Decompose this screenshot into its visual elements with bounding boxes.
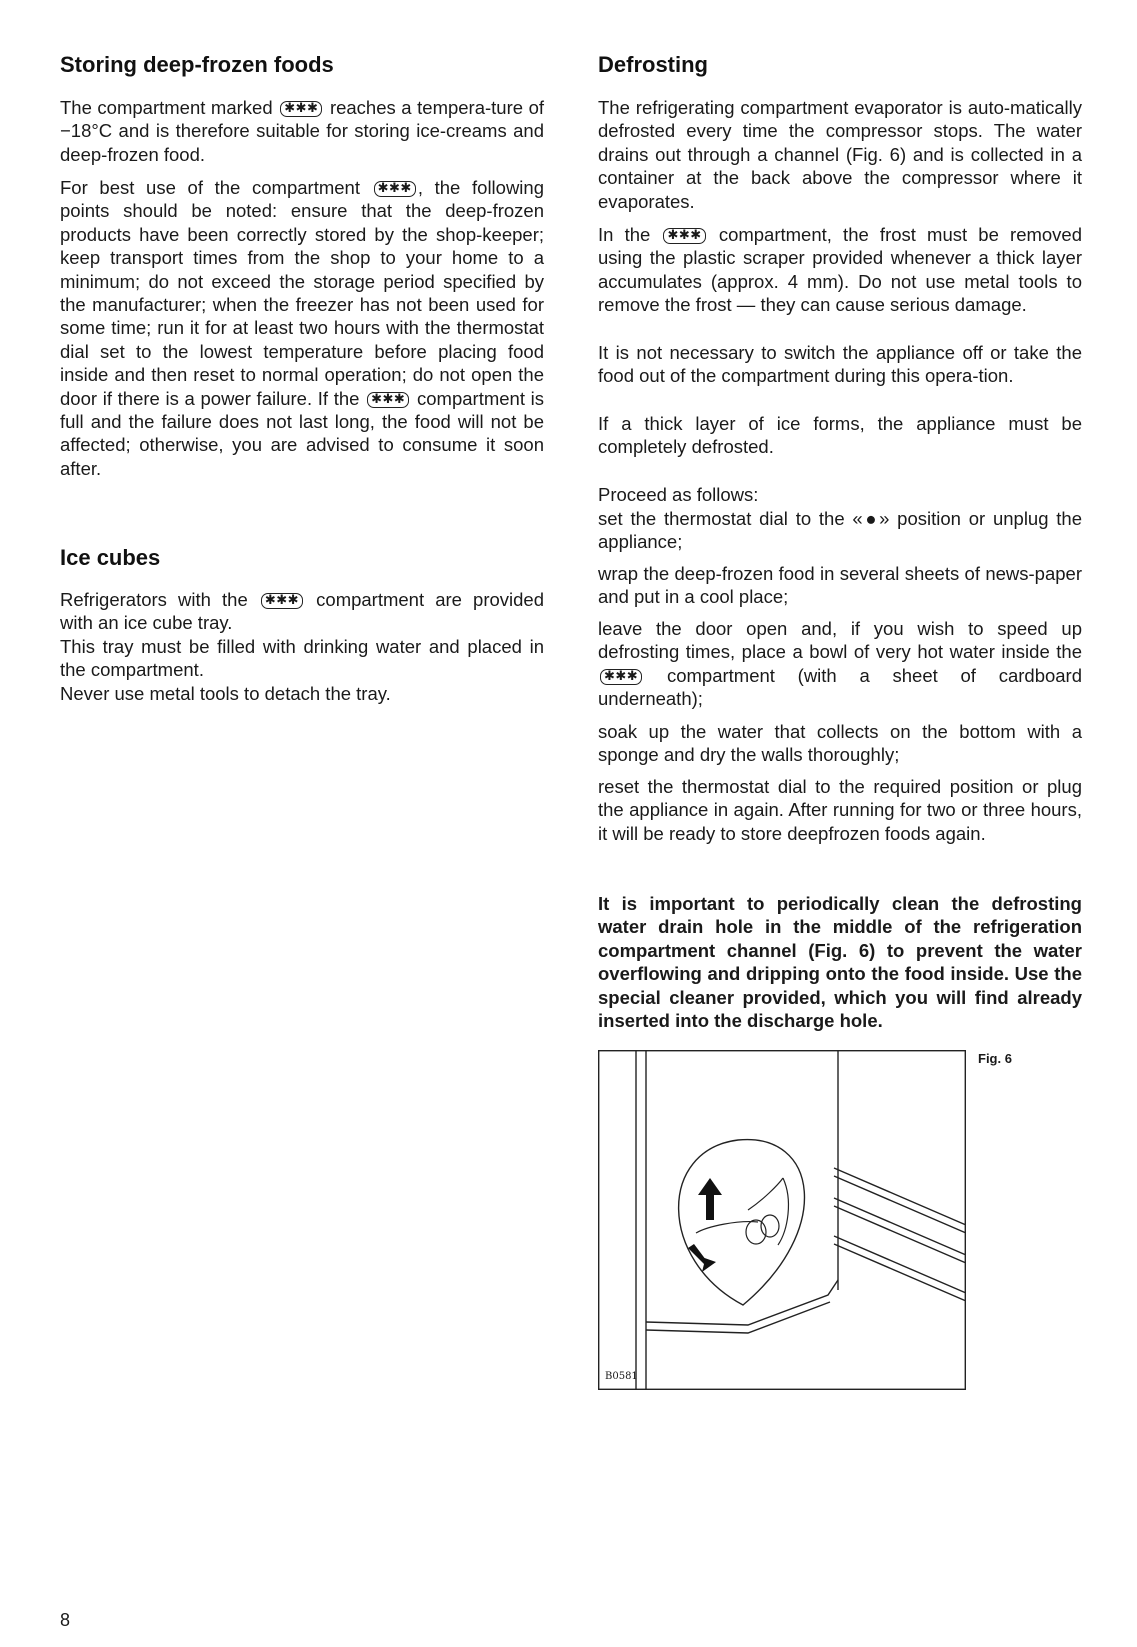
defrost-step-4: soak up the water that collects on the bottom with a sponge and dry the walls thoroughly; (598, 721, 1082, 766)
ice-paragraph-2: This tray must be filled with drinking water and placed in the compartment. (60, 636, 544, 681)
fig-6-illustration (598, 1050, 966, 1390)
defrost-step-5: reset the thermostat dial to the required position or plug the appliance in again. After running for two or three hours, it will be ready to store deepfrozen foods again. (598, 776, 1082, 844)
ice-cubes-heading: Ice cubes (60, 545, 161, 570)
defrost-step-1: set the thermostat dial to the «●» position or unplug the appliance; (598, 508, 1082, 553)
defrost-warning: It is important to periodically clean the defrosting water drain hole in the middle of the refrigeration compartment channel (Fig. 6) to prevent the water overflowing and dripping onto the food inside. Use the special cleaner provided, which you will find already inserted into the discharge hole. (598, 893, 1082, 1032)
defrost-paragraph-5: Proceed as follows: (598, 484, 759, 505)
ice-paragraph-1: Refrigerators with the ✱✱✱ compartment are provided with an ice cube tray. (60, 589, 545, 634)
defrost-paragraph-1: The refrigerating compartment evaporator is auto-matically defrosted every time the compressor stops. The water drains out through a channel (Fig. 6) and is collected in a container at the back above the compressor where it evaporates. (598, 97, 1082, 212)
defrost-step-2: wrap the deep-frozen food in several sheets of news-paper and put in a cool place; (598, 563, 1082, 608)
storing-paragraph-2: For best use of the compartment ✱✱✱ , the following points should be noted: ensure that the deep-frozen products have been correctly stored by the shop-keeper; keep transport times from the shop to your home to a minimum; do not exceed the storage period specified by the manufacturer; when the freezer has not been used for some time; run it for at least two hours with the thermostat dial set to the lowest temperature before placing food inside and then reset to normal operation; do not open the door if there is a power failure. If the ✱✱✱ compartment is full and the failure does not last long, the food will not be affected; otherwise, you are advised to consume it soon after. (60, 177, 545, 479)
freezer-star-icon: ✱✱✱ (374, 181, 416, 197)
freezer-star-icon: ✱✱✱ (663, 228, 705, 244)
defrosting-heading: Defrosting (598, 52, 708, 77)
ice-paragraph-3: Never use metal tools to detach the tray. (60, 683, 391, 704)
page-number: 8 (60, 1610, 71, 1630)
defrost-paragraph-2: In the ✱✱✱ compartment, the frost must be removed using the plastic scraper provided whenever a thick layer accumulates (approx. 4 mm). Do not use metal tools to remove the frost — they can cause serious damage. (598, 224, 1083, 316)
defrost-step-3: leave the door open and, if you wish to speed up defrosting times, place a bowl of very hot water inside the ✱✱✱ compartment (with a sheet of cardboard underneath); (598, 618, 1083, 710)
figure-code: B0581 (605, 1371, 638, 1382)
drain-hole-cleaning-drawing (598, 1050, 966, 1390)
figure-label: Fig. 6 (978, 1051, 1012, 1066)
defrost-paragraph-3: It is not necessary to switch the appliance off or take the food out of the compartment during this opera-tion. (598, 342, 1082, 387)
freezer-star-icon: ✱✱✱ (280, 101, 322, 117)
storing-paragraph-1: The compartment marked ✱✱✱ reaches a tempera-ture of −18°C and is therefore suitable for storing ice-creams and deep-frozen food. (60, 97, 545, 165)
freezer-star-icon: ✱✱✱ (367, 392, 409, 408)
defrost-paragraph-4: If a thick layer of ice forms, the appliance must be completely defrosted. (598, 413, 1082, 458)
freezer-star-icon: ✱✱✱ (600, 669, 642, 685)
storing-heading: Storing deep-frozen foods (60, 52, 334, 77)
freezer-star-icon: ✱✱✱ (261, 593, 303, 609)
